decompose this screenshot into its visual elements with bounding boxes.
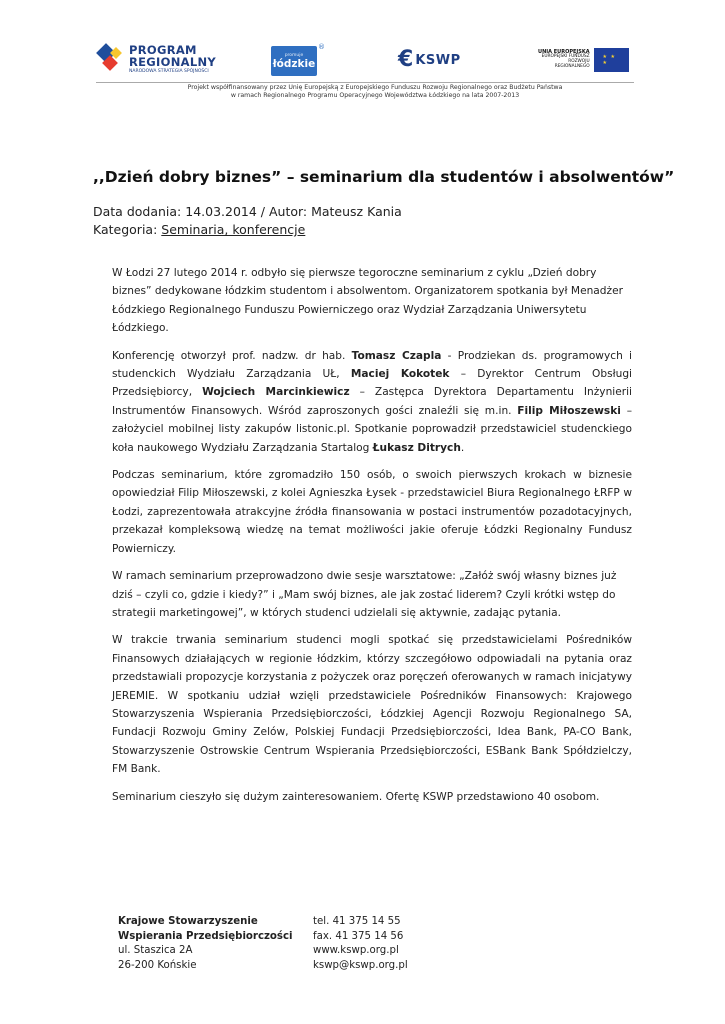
category-label: Kategoria:: [93, 222, 162, 237]
footer-org-line1: Krajowe Stowarzyszenie: [118, 916, 258, 927]
paragraph-5: W trakcie trwania seminarium studenci mogli spotkać się przedstawicielami Pośredników Finansowych działających w regionie łódzkim, którzy szczegółowo odpowiadali na pytania oraz przedstawiali propozycje korzystania z pożyczek oraz poręczeń oferowanych w ramach inicjatywy JEREMIE. W spotkaniu udział wzięli przedstawiciele Pośredników Finansowych: Krajowego Stowarzyszenia Wspierania Przedsiębiorczości, Łódzkiej Agencji Rozwoju Regionalnego SA, Fundacji Rozwoju Gminy Zelów, Polskiej Fundacji Przedsiębiorczości, Idea Bank, PA-CO Bank, Stowarzyszenie Ostrowskie Centrum Wspierania Przedsiębiorczości, ESBank Bank Spółdzielczy, FM Bank.: [112, 634, 632, 776]
article-body: [112, 264, 632, 815]
program-logo-line1: PROGRAM: [129, 43, 197, 58]
program-logo-line3: NARODOWA STRATEGIA SPÓJNOŚCI: [129, 69, 209, 75]
program-star-icon: [96, 43, 124, 77]
article-meta: [93, 203, 402, 239]
footer-tel: tel. 41 375 14 55: [313, 916, 401, 927]
footer-city: 26-200 Końskie: [118, 959, 197, 971]
paragraph-2: Konferencję otworzył prof. nadzw. dr hab. Tomasz Czapla - Prodziekan ds. programowych i studenckich Wydziału Zarządzania UŁ, Maciej Kokotek – Dyrektor Centrum Obsługi Przedsiębiorcy, Wojciech Marcinkiewicz – Zastępca Dyrektora Departamentu Inżynierii Instrumentów Finansowych. Wśród zaproszonych gości znaleźli się m.in. Filip Miłoszewski – założyciel mobilnej listy zakupów listonic.pl. Spotkanie poprowadził przedstawiciel studenckiego koła naukowego Wydziału Zarządzania Startalog Łukasz Ditrych.: [112, 349, 633, 454]
footer-street: ul. Staszica 2A: [118, 945, 193, 956]
lodzkie-logo-top: promuje: [284, 52, 304, 58]
kswp-logo: [398, 40, 468, 80]
eu-logo-line2: EUROPEJSKI FUNDUSZ: [541, 54, 590, 60]
name-wojciech-marcinkiewicz: Wojciech Marcinkiewicz: [202, 386, 350, 399]
article-date-author: Data dodania: 14.03.2014 / Autor: Mateusz Kania: [93, 204, 402, 219]
kswp-logo-text: KSWP: [415, 52, 461, 68]
footer-email-link[interactable]: kswp@kswp.org.pl: [313, 959, 408, 971]
header-divider: [96, 82, 634, 83]
registered-mark-icon: ®: [318, 43, 325, 51]
paragraph-3: Podczas seminarium, które zgromadziło 150 osób, o swoich pierwszych krokach w biznesie opowiedział Filip Miłoszewski, z kolei Agnieszka Łysek - przedstawiciel Biura Regionalnego ŁRFP w Łodzi, zaprezentowała atrakcyjne źródła finansowania w postaci instrumentów pozadotacyjnych, przekazał kompleksową wiedzę na temat możliwości jakie oferuje Łódzki Regionalny Fundusz Powierniczy.: [112, 469, 632, 555]
eu-logo-line1: UNIA EUROPEJSKA: [538, 48, 590, 55]
name-tomasz-czapla: Tomasz Czapla: [351, 349, 442, 362]
article-title: ,,Dzień dobry biznes” – seminarium dla studentów i absolwentów”: [93, 168, 675, 186]
footer-www-link[interactable]: www.kswp.org.pl: [313, 945, 399, 956]
paragraph-1: W Łodzi 27 lutego 2014 r. odbyło się pierwsze tegoroczne seminarium z cyklu „Dzień dobry biznes” dedykowane łódzkim studentom i absolwentom. Organizatorem spotkania był Menadżer Łódzkiego Regionalnego Funduszu Powierniczego oraz Wydział Zarządzania Uniwersytetu Łódzkiego.: [112, 267, 623, 335]
euro-mark-icon: €: [398, 47, 414, 72]
lodzkie-logo-main: łódzkie: [272, 57, 316, 70]
paragraph-4: W ramach seminarium przeprowadzono dwie sesje warsztatowe: „Załóż swój własny biznes już dziś – czyli co, gdzie i kiedy?” i „Mam swój biznes, ale jak zostać liderem? Czyli krótki wstęp do strategii marketingowej”, w których studenci udzielali się aktywnie, zadając pytania.: [112, 570, 617, 619]
program-regionalny-logo: [96, 40, 236, 80]
footer-address: [118, 915, 293, 973]
category-link[interactable]: Seminaria, konferencje: [161, 222, 306, 237]
eu-flag-icon: ★ ★ ★: [594, 48, 629, 72]
article-category: [93, 221, 402, 239]
name-maciej-kokotek: Maciej Kokotek: [350, 368, 450, 381]
lodzkie-logo: [271, 43, 325, 76]
program-logo-line2: REGIONALNY: [129, 54, 217, 69]
cofunding-line2: w ramach Regionalnego Programu Operacyjnego Województwa Łódzkiego na lata 2007-2013: [230, 92, 520, 100]
name-filip-miloszewski: Filip Miłoszewski: [517, 404, 621, 417]
cofunding-line1: Projekt współfinansowany przez Unię Europejską z Europejskiego Funduszu Rozwoju Regionalnego oraz Budżetu Państwa: [187, 84, 563, 91]
logo-bar: [96, 40, 636, 80]
name-lukasz-ditrych: Łukasz Ditrych: [372, 441, 461, 454]
footer-fax: fax. 41 375 14 56: [313, 930, 404, 942]
paragraph-6: Seminarium cieszyło się dużym zainteresowaniem. Ofertę KSWP przedstawiono 40 osobom.: [112, 790, 600, 803]
footer-org-line2: Wspierania Przedsiębiorczości: [118, 930, 293, 942]
cofunding-note: [155, 84, 595, 101]
eu-logo-line3: ROZWOJU REGIONALNEGO: [554, 59, 590, 70]
footer-contact: [313, 915, 408, 973]
eu-logo: [533, 40, 629, 80]
